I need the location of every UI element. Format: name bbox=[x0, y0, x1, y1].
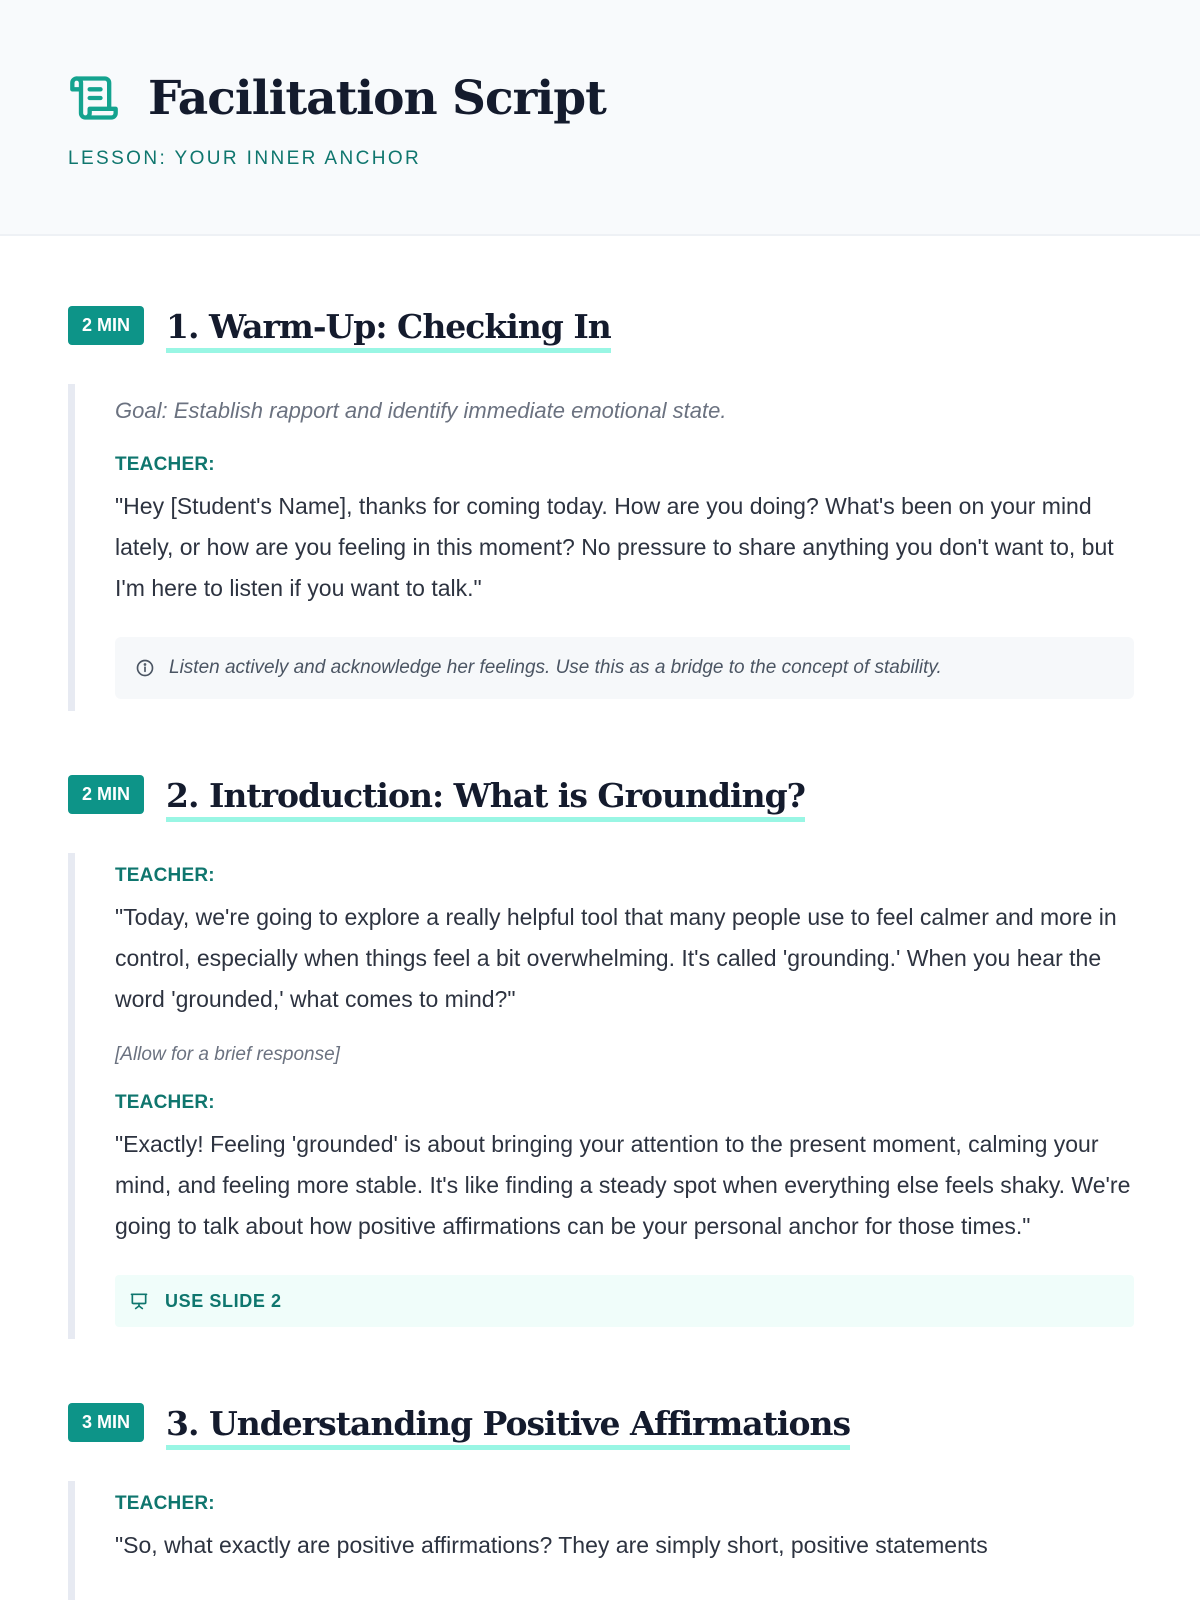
duration-badge: 2 MIN bbox=[68, 306, 144, 345]
section-header bbox=[68, 306, 1134, 356]
teacher-speech: "Hey [Student's Name], thanks for coming today. How are you doing? What's been on your mind lately, or how are you feeling in this moment? No pressure to share anything you don't want to, but I'm here to listen if you want to talk." bbox=[115, 493, 1114, 601]
page-title: Facilitation Script bbox=[148, 70, 606, 126]
facilitator-note bbox=[115, 637, 1134, 699]
page-header bbox=[0, 0, 1200, 236]
section-introduction bbox=[68, 775, 1134, 1339]
section-warm-up bbox=[68, 306, 1134, 711]
section-body bbox=[68, 853, 1134, 1339]
slide-cue bbox=[115, 1275, 1134, 1327]
section-body bbox=[68, 384, 1134, 711]
section-goal: Goal: Establish rapport and identify immediate emotional state. bbox=[115, 398, 727, 423]
info-icon bbox=[135, 658, 155, 678]
section-header bbox=[68, 775, 1134, 825]
scroll-icon bbox=[68, 72, 120, 124]
speaker-label: TEACHER: bbox=[115, 865, 215, 886]
teacher-speech: "Exactly! Feeling 'grounded' is about bringing your attention to the present moment, calming your mind, and feeling more stable. It's like finding a steady spot when everything else feels shaky. We're going to talk about how positive affirmations can be your personal anchor for those times." bbox=[115, 1131, 1131, 1239]
note-text: Listen actively and acknowledge her feelings. Use this as a bridge to the concept of stability. bbox=[169, 657, 942, 678]
duration-badge: 2 MIN bbox=[68, 775, 144, 814]
section-title: 3. Understanding Positive Affirmations bbox=[166, 1403, 850, 1450]
section-header bbox=[68, 1403, 1134, 1453]
speaker-label: TEACHER: bbox=[115, 1092, 215, 1113]
section-body bbox=[68, 1481, 1134, 1600]
section-title: 2. Introduction: What is Grounding? bbox=[166, 775, 805, 822]
title-row bbox=[68, 68, 1200, 128]
slide-cue-text: USE SLIDE 2 bbox=[165, 1290, 282, 1311]
presentation-icon bbox=[129, 1291, 149, 1311]
teacher-speech: "Today, we're going to explore a really helpful tool that many people use to feel calmer and more in control, especially when things feel a bit overwhelming. It's called 'grounding.' When you hear the word 'grounded,' what comes to mind?" bbox=[115, 904, 1117, 1012]
lesson-subtitle: LESSON: YOUR INNER ANCHOR bbox=[68, 148, 422, 169]
stage-direction: [Allow for a brief response] bbox=[115, 1044, 340, 1065]
duration-badge: 3 MIN bbox=[68, 1403, 144, 1442]
section-affirmations bbox=[68, 1403, 1134, 1600]
speaker-label: TEACHER: bbox=[115, 1493, 215, 1514]
script-content bbox=[0, 236, 1200, 1600]
section-title: 1. Warm-Up: Checking In bbox=[166, 306, 611, 353]
speaker-label: TEACHER: bbox=[115, 454, 215, 475]
teacher-speech: "So, what exactly are positive affirmations? They are simply short, positive statements bbox=[115, 1532, 988, 1558]
